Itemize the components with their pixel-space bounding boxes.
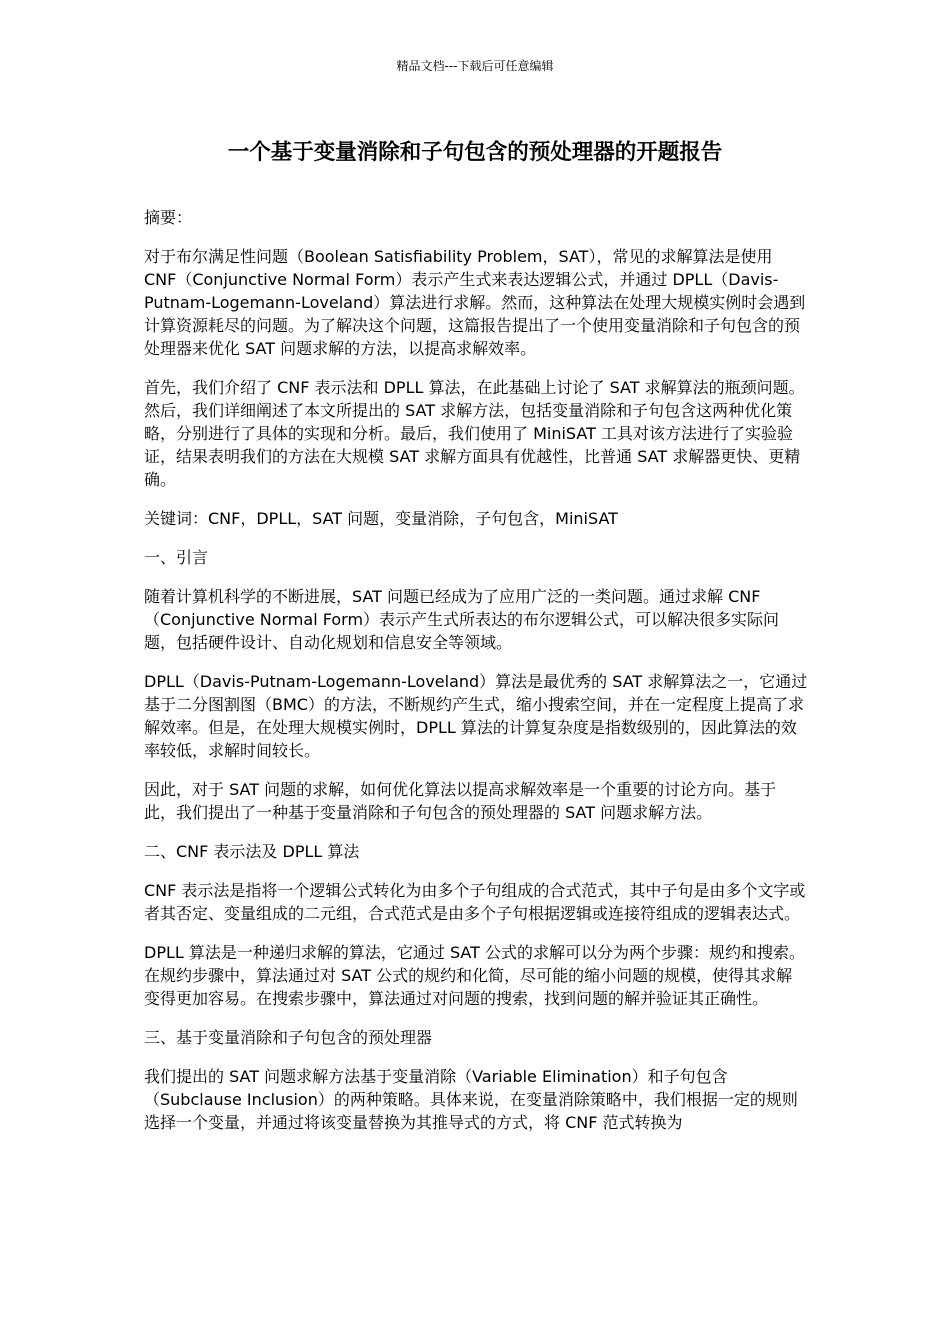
section-heading: 三、基于变量消除和子句包含的预处理器 <box>144 1028 433 1047</box>
paragraph: 对于布尔满足性问题（Boolean Satisfiability Problem，SAT），常见的求解算法是使用 CNF（Conjunctive Normal Form）表示产生式来表达逻辑公式，并通过 DPLL（Davis-Putnam-Logemann-Loveland）算法进行求解。然而，这种算法在处理大规模实例时会遇到计算资源耗尽的问题。为了解决这个问题，这篇报告提出了一个使用变量消除和子句包含的预处理器来优化 SAT 问题求解的方法，以提高求解效率。 <box>144 247 806 358</box>
document-body <box>144 206 808 1150</box>
keywords: 关键词：CNF，DPLL，SAT 问题，变量消除，子句包含，MiniSAT <box>144 509 618 528</box>
paragraph: 我们提出的 SAT 问题求解方法基于变量消除（Variable Elimination）和子句包含（Subclause Inclusion）的两种策略。具体来说，在变量消除策略中，我们根据一定的规则选择一个变量，并通过将该变量替换为其推导式的方式，将 CNF 范式转换为 <box>144 1067 798 1132</box>
header-note: 精品文档---下载后可任意编辑 <box>396 59 554 73</box>
paragraph: DPLL（Davis-Putnam-Logemann-Loveland）算法是最优秀的 SAT 求解算法之一，它通过基于二分图割图（BMC）的方法，不断规约产生式，缩小搜索空间，并在一定程度上提高了求解效率。但是，在处理大规模实例时，DPLL 算法的计算复杂度是指数级别的，因此算法的效率较低，求解时间较长。 <box>144 672 808 760</box>
abstract-label: 摘要： <box>144 208 193 227</box>
paragraph: 因此，对于 SAT 问题的求解，如何优化算法以提高求解效率是一个重要的讨论方向。基于此，我们提出了一种基于变量消除和子句包含的预处理器的 SAT 问题求解方法。 <box>144 780 777 822</box>
section-heading: 二、CNF 表示法及 DPLL 算法 <box>144 842 360 861</box>
paragraph: 首先，我们介绍了 CNF 表示法和 DPLL 算法，在此基础上讨论了 SAT 求解算法的瓶颈问题。然后，我们详细阐述了本文所提出的 SAT 求解方法，包括变量消除和子句包含这两种优化策略，分别进行了具体的实现和分析。最后，我们使用了 MiniSAT 工具对该方法进行了实验验证，结果表明我们的方法在大规模 SAT 求解方面具有优越性，比普通 SAT 求解器更快、更精确。 <box>144 378 805 489</box>
paragraph: 随着计算机科学的不断进展，SAT 问题已经成为了应用广泛的一类问题。通过求解 CNF（Conjunctive Normal Form）表示产生式所表达的布尔逻辑公式，可以解决很多实际问题，包括硬件设计、自动化规划和信息安全等领域。 <box>144 587 780 652</box>
document-title: 一个基于变量消除和子句包含的预处理器的开题报告 <box>227 140 723 165</box>
section-heading: 一、引言 <box>144 548 209 567</box>
paragraph: DPLL 算法是一种递归求解的算法，它通过 SAT 公式的求解可以分为两个步骤：规约和搜索。在规约步骤中，算法通过对 SAT 公式的规约和化简，尽可能的缩小问题的规模，使得其求解变得更加容易。在搜索步骤中，算法通过对问题的搜索，找到问题的解并验证其正确性。 <box>144 943 805 1008</box>
paragraph: CNF 表示法是指将一个逻辑公式转化为由多个子句组成的合式范式，其中子句是由多个文字或者其否定、变量组成的二元组，合式范式是由多个子句根据逻辑或连接符组成的逻辑表达式。 <box>144 881 806 923</box>
